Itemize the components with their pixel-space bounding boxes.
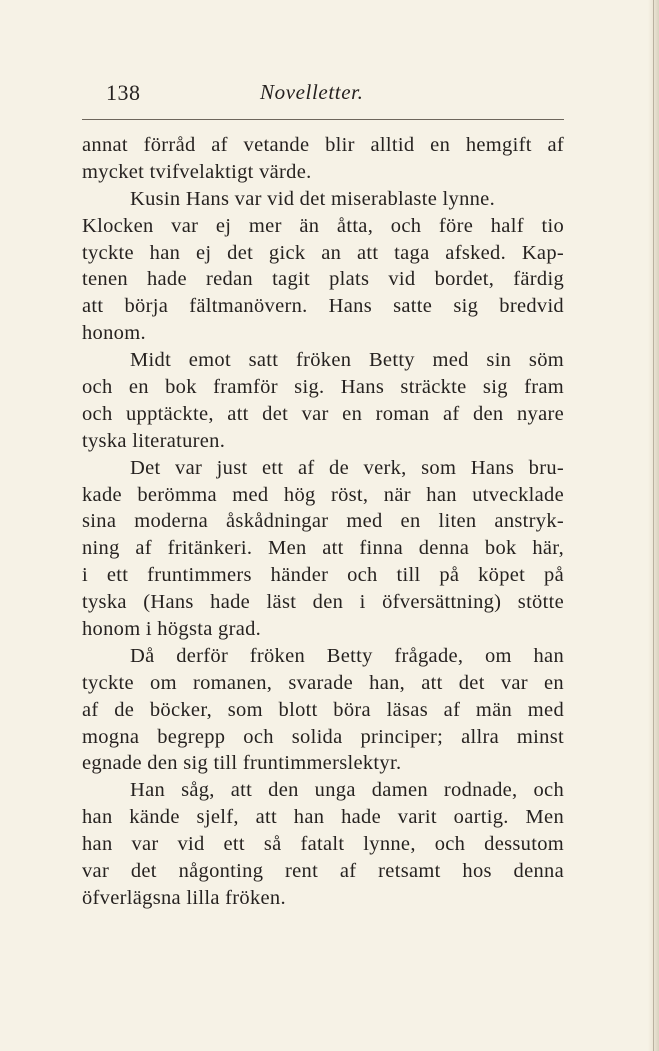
text-line: mycket tvifvelaktigt värde.	[82, 160, 312, 183]
page-edge-line	[653, 0, 654, 1051]
text-line: och en bok framför sig. Hans sträckte sig fram	[82, 376, 564, 399]
page-header	[82, 80, 564, 110]
header-rule	[82, 119, 564, 120]
text-line: tyska literaturen.	[82, 429, 226, 452]
text-line: att börja fältmanövern. Hans satte sig bredvid	[82, 295, 564, 318]
page-number: 138	[106, 80, 141, 105]
text-line: Klocken var ej mer än åtta, och före half tio	[82, 214, 564, 237]
text-line: egnade den sig till fruntimmerslektyr.	[82, 752, 402, 775]
text-line: af de böcker, som blott böra läsas af män med	[82, 698, 564, 721]
text-line: honom i högsta grad.	[82, 618, 262, 641]
text-line: han kände sjelf, att han hade varit oartig. Men	[82, 806, 564, 829]
text-line: tyckte han ej det gick an att taga afsked. Kap-	[82, 241, 564, 264]
text-line: Midt emot satt fröken Betty med sin söm	[130, 349, 564, 372]
text-line: öfverlägsna lilla fröken.	[82, 886, 286, 909]
text-line: tyska (Hans hade läst den i öfversättning) stötte	[82, 591, 564, 614]
running-title: Novelletter.	[260, 80, 364, 104]
text-line: kade berömma med hög röst, när han utvecklade	[82, 483, 564, 506]
text-line: i ett fruntimmers händer och till på köpet på	[82, 564, 564, 587]
text-line: Kusin Hans var vid det miserablaste lynne.	[130, 187, 496, 210]
page-edge	[648, 0, 659, 1051]
text-line: tenen hade redan tagit plats vid bordet, färdig	[82, 268, 564, 291]
text-line: han var vid ett så fatalt lynne, och dessutom	[82, 833, 564, 856]
text-line: var det någonting rent af retsamt hos denna	[82, 860, 564, 883]
text-line: tyckte om romanen, svarade han, att det var en	[82, 671, 564, 694]
text-line: ning af fritänkeri. Men att finna denna bok här,	[82, 537, 564, 560]
text-line: och upptäckte, att det var en roman af den nyare	[82, 402, 564, 425]
body-text	[82, 132, 564, 912]
text-line: Han såg, att den unga damen rodnade, och	[130, 779, 564, 802]
text-line: honom.	[82, 322, 146, 345]
text-line: Då derför fröken Betty frågade, om han	[130, 644, 564, 667]
text-line: sina moderna åskådningar med en liten anstryk-	[82, 510, 564, 533]
text-line: annat förråd af vetande blir alltid en hemgift af	[82, 134, 564, 156]
text-line: mogna begrepp och solida principer; allra minst	[82, 725, 564, 748]
text-line: Det var just ett af de verk, som Hans bru-	[130, 456, 564, 479]
